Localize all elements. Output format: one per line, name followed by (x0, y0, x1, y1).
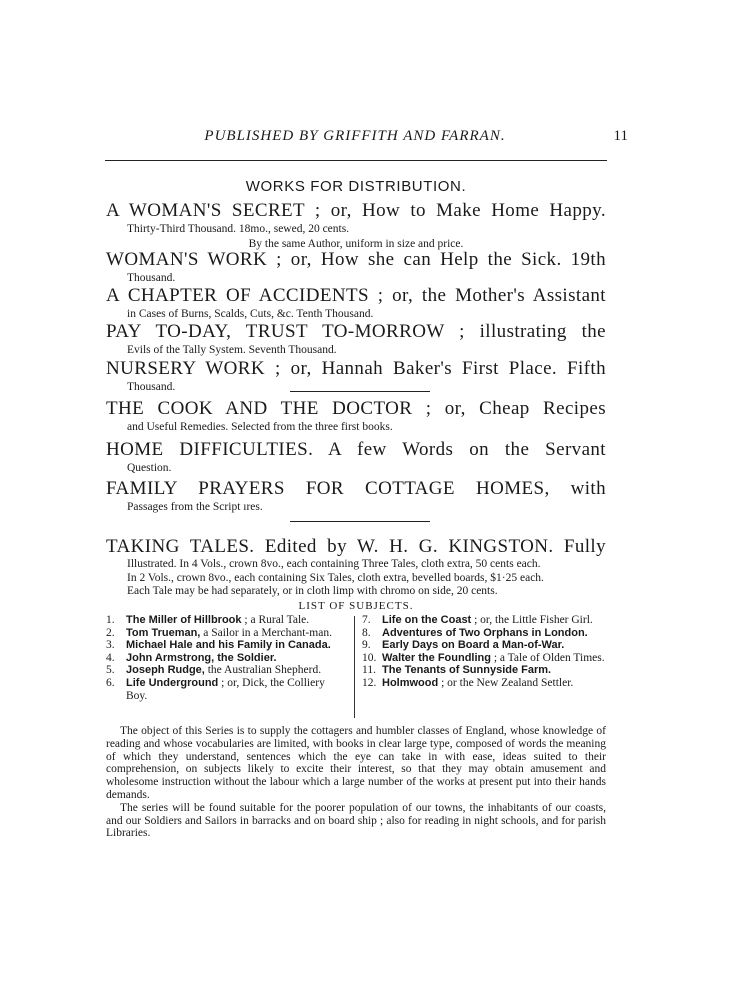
paragraph: The object of this Series is to supply the cottagers and humbler classes of England, whose knowledge of reading and whose vocabularies are limited, with books in clear large type, composed of words the meaning of which they understand, sentences which the eye can take in with ease, ideas suited to their comprehension, on subjects likely to excite their interest, so that they may obtain amusement and wholesome instruction without the labour which a large number of the works at present put into their hands demands. (106, 725, 606, 801)
entry-title: TAKING TALES. Edited by W. H. G. KINGSTON. Fully (106, 536, 606, 557)
list-item (362, 614, 606, 627)
item-subtitle: ; or, the Little Fisher Girl. (471, 614, 593, 626)
item-number: 8. (362, 626, 371, 639)
list-item (106, 627, 348, 640)
header-rule (105, 160, 607, 161)
item-subtitle: ; or the New Zealand Settler. (438, 676, 574, 689)
entry-title: NURSERY WORK ; or, Hannah Baker's First Place. Fifth (106, 358, 606, 379)
item-number: 1. (106, 614, 115, 626)
item-title: Early Days on Board a Man-of-War. (382, 639, 565, 652)
entry-womans-work (106, 249, 606, 285)
entry-nursery-work (106, 358, 606, 394)
entry-title: A CHAPTER OF ACCIDENTS ; or, the Mother's Assistant (106, 285, 606, 306)
item-subtitle: ; a Tale of Olden Times. (490, 651, 605, 664)
item-title: Tom Trueman, (126, 626, 201, 639)
item-subtitle: a Sailor in a Merchant-man. (200, 626, 332, 639)
section-title: WORKS FOR DISTRIBUTION. (245, 178, 467, 195)
entry-cook-and-doctor (106, 398, 606, 434)
list-item (362, 652, 606, 665)
item-title: Michael Hale and his Family in Canada. (126, 639, 331, 652)
item-subtitle: the Australian Shepherd. (204, 664, 322, 677)
running-head: PUBLISHED BY GRIFFITH AND FARRAN. (204, 128, 506, 144)
item-number: 7. (362, 614, 371, 626)
item-number: 6. (106, 676, 115, 689)
item-number: 12. (362, 676, 377, 689)
entry-family-prayers (106, 478, 606, 514)
item-number: 5. (106, 664, 115, 677)
list-item (106, 664, 348, 677)
list-item (362, 627, 606, 640)
subjects-column-left (106, 614, 348, 702)
list-item (106, 614, 348, 627)
list-item (362, 639, 606, 652)
divider-rule (290, 391, 430, 392)
item-number: 11. (362, 664, 376, 677)
entry-detail-line: Each Tale may be had separately, or in cloth limp with chromo on side, 20 cents. (127, 585, 498, 597)
entry-detail: and Useful Remedies. Selected from the three first books. (127, 421, 393, 433)
same-author-note: By the same Author, uniform in size and price. (248, 238, 464, 250)
item-title: Holmwood (382, 676, 439, 689)
page-number: 11 (613, 128, 628, 144)
item-number: 10. (362, 651, 377, 664)
list-item (106, 652, 348, 665)
entry-home-difficulties (106, 439, 606, 475)
entry-detail-line: Illustrated. In 4 Vols., crown 8vo., each containing Three Tales, cloth extra, 50 cents each. (127, 558, 541, 570)
list-item (362, 664, 606, 677)
entry-title: FAMILY PRAYERS FOR COTTAGE HOMES, with (106, 478, 606, 499)
entry-title: PAY TO-DAY, TRUST TO-MORROW ; illustrating the (106, 321, 606, 342)
item-subtitle: ; or, Dick, the Colliery Boy. (126, 676, 325, 702)
entry-detail: in Cases of Burns, Scalds, Cuts, &c. Tenth Thousand. (127, 308, 374, 320)
entry-womans-secret (106, 200, 606, 236)
entry-title: THE COOK AND THE DOCTOR ; or, Cheap Recipes (106, 398, 606, 419)
entry-pay-to-day (106, 321, 606, 357)
entry-title: A WOMAN'S SECRET ; or, How to Make Home Happy. (106, 200, 606, 221)
list-of-subjects-title: LIST OF SUBJECTS. (298, 600, 414, 612)
item-number: 9. (362, 639, 371, 652)
item-number: 4. (106, 651, 115, 664)
subjects-column-right (362, 614, 606, 690)
entry-detail-line: In 2 Vols., crown 8vo., each containing Six Tales, cloth extra, bevelled boards, $1·25 each. (127, 571, 544, 584)
item-number: 2. (106, 626, 115, 639)
item-title: Life on the Coast (382, 614, 472, 626)
list-item (106, 677, 348, 702)
series-description (106, 725, 606, 840)
item-title: Life Underground (126, 676, 219, 689)
column-divider (354, 616, 355, 718)
entry-chapter-of-accidents (106, 285, 606, 321)
entry-detail: Question. (127, 462, 172, 474)
item-subtitle: ; a Rural Tale. (241, 614, 310, 626)
entry-title: WOMAN'S WORK ; or, How she can Help the Sick. 19th (106, 249, 606, 270)
item-title: The Miller of Hillbrook (126, 614, 242, 626)
entry-detail: Thirty-Third Thousand. 18mo., sewed, 20 cents. (127, 223, 350, 235)
item-title: Joseph Rudge, (126, 664, 205, 677)
item-title: Walter the Foundling (382, 651, 491, 664)
item-title: Adventures of Two Orphans in London. (382, 626, 588, 639)
item-title: John Armstrong, the Soldier. (126, 651, 277, 664)
item-title: The Tenants of Sunnyside Farm. (382, 664, 552, 677)
entry-detail: Thousand. (127, 272, 176, 284)
paragraph: The series will be found suitable for the poorer population of our towns, the inhabitants of our coasts, and our Soldiers and Sailors in barracks and on board ship ; also for reading in night schools, and for parish Libraries. (106, 801, 606, 840)
entry-detail: Evils of the Tally System. Seventh Thousand. (127, 344, 337, 356)
entry-taking-tales (106, 536, 606, 599)
list-item (362, 677, 606, 690)
item-number: 3. (106, 639, 115, 652)
entry-detail: Thousand. (127, 381, 176, 393)
entry-title: HOME DIFFICULTIES. A few Words on the Servant (106, 439, 606, 460)
entry-detail: Passages from the Script ıres. (127, 501, 263, 513)
list-item (106, 639, 348, 652)
divider-rule (290, 521, 430, 522)
